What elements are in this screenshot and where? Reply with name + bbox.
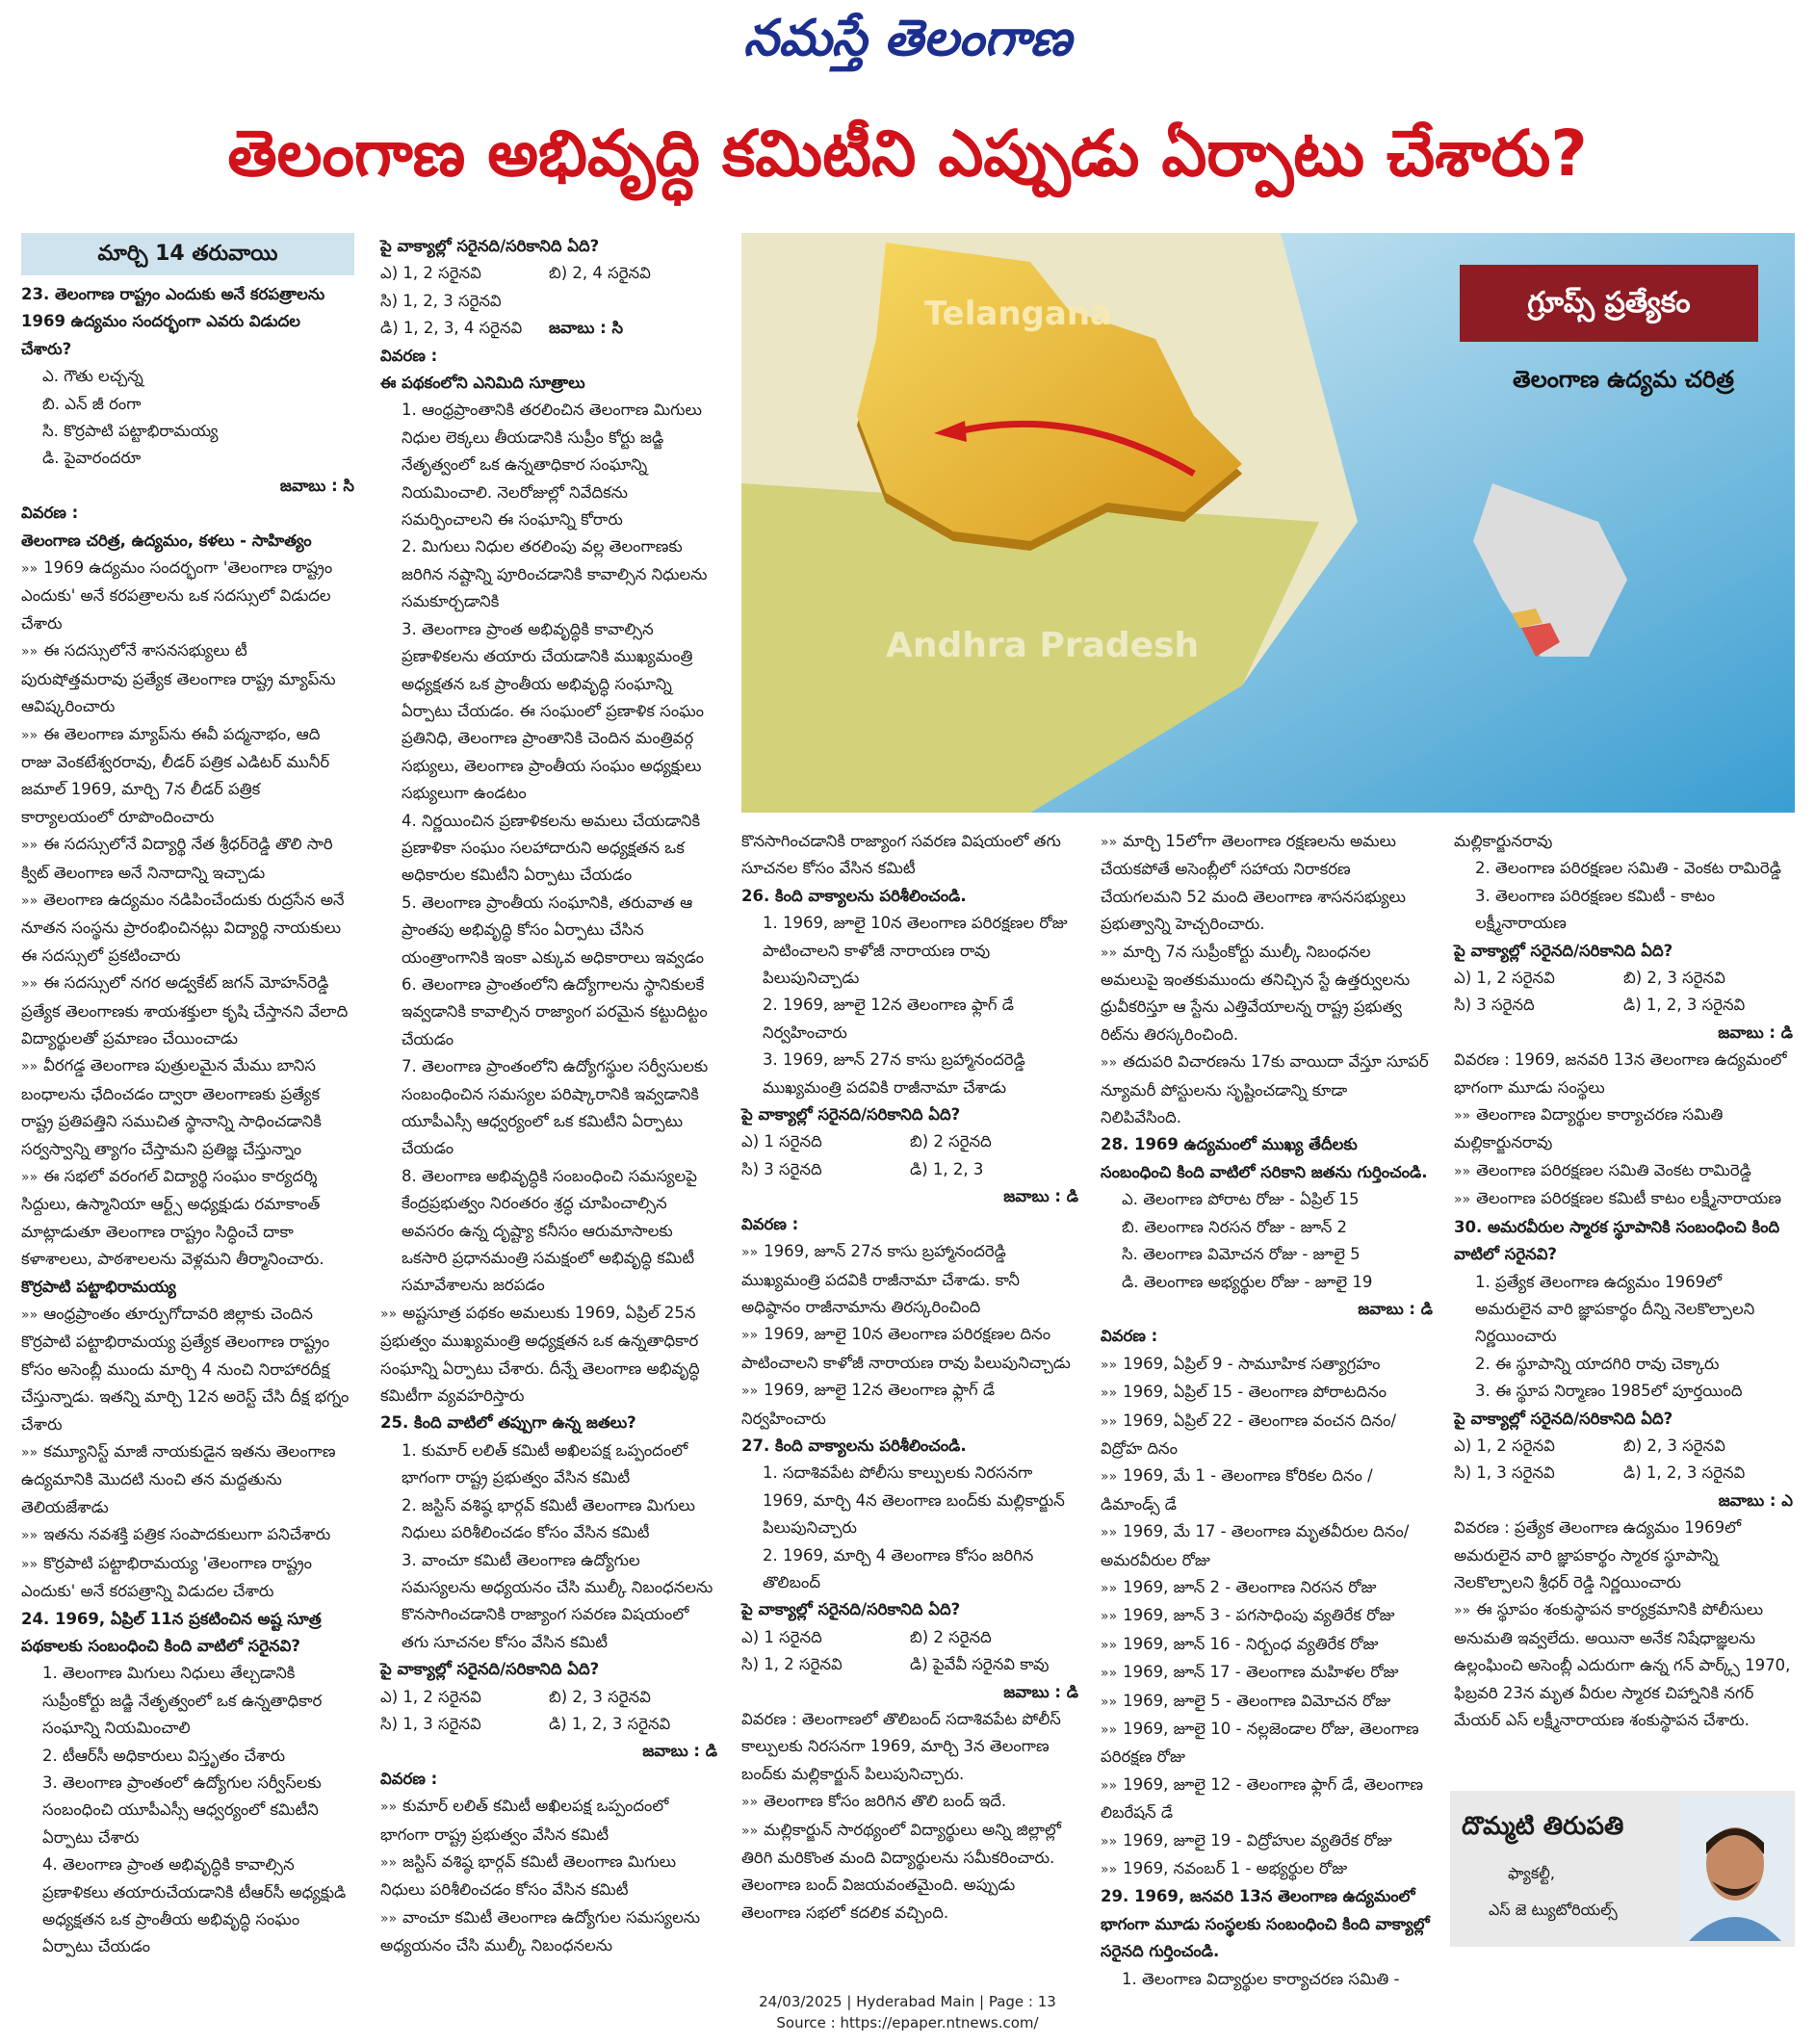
bullet-point: »» తెలంగాణ పరిరక్షణల కమిటీ కాటం లక్ష్మీనారాయణ <box>1454 1185 1793 1213</box>
bullet-point: »» ఆంధ్రప్రాంతం తూర్పుగోదావరి జిల్లాకు చెందిన కొర్రపాటి పట్టాభిరామయ్య ప్రత్యేక తెలంగాణ రాష్ట్రం కోసం అసెంబ్లీ ముందు మార్చి 4 నుంచి నిరాహారదీక్ష చేస్తున్నాడు. ఇతన్ని మార్చి 12న అరెస్ట్ చేసి దీక్ష భగ్నం చేశారు <box>21 1301 354 1438</box>
column-4 <box>1101 828 1433 1993</box>
bullet-point: »» జస్టిస్ వశిష్ఠ భార్గవ్ కమిటీ తెలంగాణ మిగులు నిధులు పరిశీలించడం కోసం వేసిన కమిటీ <box>380 1849 717 1904</box>
bullet-point: »» 1969, జూలై 12 - తెలంగాణ ఫ్లాగ్ డే, తెలంగాణ లిబరేషన్ డే <box>1101 1772 1433 1827</box>
subheading: కొర్రపాటి పట్టాభిరామయ్య <box>21 1277 176 1296</box>
option-text: డి) 1, 2, 3 సరైనవి <box>1623 996 1746 1015</box>
option-text: డి) 1, 2, 3 సరైనవి <box>549 1714 671 1733</box>
question: 30. అమరవీరుల స్మారక స్థూపానికి సంబంధించి కింది వాటిలో సరైనవి? <box>1454 1217 1780 1264</box>
option-text: బి) 2, 4 సరైనవి <box>549 264 651 283</box>
option-text: ఎ) 1, 2 సరైనవి <box>380 1687 481 1706</box>
author-box <box>1450 1791 1795 1947</box>
bullet-point: »» మార్చి 15లోగా తెలంగాణ రక్షణలను అమలు చేయకపోతే అసెంబ్లీలో సహాయ నిరాకరణ చేయగలమని 52 మంది తెలంగాణ శాసనసభ్యులు ప్రభుత్వాన్ని హెచ్చరించారు. <box>1101 828 1433 939</box>
bullet-point: »» 1969, ఏప్రిల్ 9 - సామూహిక సత్యాగ్రహం <box>1101 1351 1433 1379</box>
option-text: ఎ) 1, 2 సరైనవి <box>380 264 481 283</box>
bullet-point: »» ఈ తెలంగాణ మ్యాప్‌ను ఈవీ పద్మనాభం, ఆది రాజు వెంకటేశ్వరరావు, లీడర్ పత్రిక ఎడిటర్ మునీర్ జమాల్ 1969, మార్చి 7న లీడర్ పత్రిక కార్యాలయంలో రూపొందించారు <box>21 721 354 832</box>
author-org: ఎస్ జె ట్యుటోరియల్స్ <box>1489 1901 1618 1919</box>
question: 28. 1969 ఉద్యమంలో ముఖ్య తేదీలకు సంబంధించి కింది వాటిలో సరికాని జతను గుర్తించండి. <box>1101 1135 1428 1181</box>
bullet-point: »» 1969, జూలై 5 - తెలంగాణ విమోచన రోజు <box>1101 1688 1433 1716</box>
numbered-statement: 1. కుమార్ లలిత్ కమిటీ అఖిలపక్ష ఒప్పందంలో భాగంగా రాష్ట్ర ప్రభుత్వం వేసిన కమిటీ <box>402 1440 688 1488</box>
option-text: జవాబు : సి <box>549 319 624 338</box>
subheading: పై వాక్యాల్లో సరైనది/సరికానిది ఏది? <box>741 1600 961 1619</box>
subheading: పై వాక్యాల్లో సరైనది/సరికానిది ఏది? <box>741 1105 961 1125</box>
option-row <box>380 1684 717 1711</box>
choice-item: డి. పైవారందరూ <box>42 449 142 468</box>
choice-item: సి. కొర్రపాటి పట్టాభిరామయ్య <box>42 422 219 441</box>
bullet-point: »» 1969, జూలై 10 - నల్లజెండాల రోజు, తెలంగాణ పరిరక్షణ రోజు <box>1101 1716 1433 1772</box>
numbered-statement: 1. తెలంగాణ మిగులు నిధులు తేల్చడానికి సుప్రీంకోర్టు జడ్జి నేతృత్వంలో ఒక ఉన్నతాధికార సంఘాన్ని నియమించాలి <box>42 1664 323 1738</box>
option-text: ఎ) 1, 2 సరైనవి <box>1454 969 1555 988</box>
subheading: ఈ పథకంలోని ఎనిమిది సూత్రాలు <box>380 374 585 393</box>
footer-date-edition: 24/03/2025 | Hyderabad Main | Page : 13 <box>759 1993 1056 2010</box>
bullet-point: »» తెలంగాణ ఉద్యమం నడిపించేందుకు రుద్రసేన అనే నూతన సంస్థను ప్రారంభించినట్లు విద్యార్థి నాయకులు ఈ సదస్సులో ప్రకటించారు <box>21 887 354 970</box>
option-row <box>1454 965 1793 992</box>
option-row <box>380 288 717 315</box>
map-label-andhra: Andhra Pradesh <box>886 626 1200 665</box>
map-label-telangana: Telangana <box>924 295 1112 333</box>
bullet-point: »» 1969, జూలై 19 - విద్రోహుల వ్యతిరేక రోజు <box>1101 1827 1433 1855</box>
paragraph: వివరణ : తెలంగాణలో తొలిబంద్ సదాశివపేట పోలీస్ కాల్పులకు నిరసనగా 1969, మార్చి 3న తెలంగాణ బంద్‌కు మల్లికార్జున్ పిలుపునిచ్చారు. <box>741 1710 1061 1783</box>
column-3 <box>741 828 1078 1927</box>
section-header: మార్చి 14 తరువాయి <box>21 233 354 275</box>
badge-title: గ్రూప్స్ ప్రత్యేకం <box>1460 265 1758 342</box>
column-1 <box>21 233 354 1961</box>
answer: జవాబు : ఎ <box>1718 1490 1793 1510</box>
option-row <box>741 1651 1078 1678</box>
bullet-point: »» 1969, జూన్ 3 - పగసాధింపు వ్యతిరేక రోజు <box>1101 1602 1433 1630</box>
numbered-statement: 5. తెలంగాణ ప్రాంతీయ సంఘానికి, తరువాత ఆ ప్రాంతపు అభివృద్ధి కోసం ఏర్పాటు చేసిన యంత్రాంగానికి ఇంకా ఎక్కువ అధికారాలు ఇవ్వడం <box>402 893 705 967</box>
bullet-point: »» 1969 ఉద్యమం సందర్భంగా 'తెలంగాణ రాష్ట్రం ఎందుకు' అనే కరపత్రాలను ఒక సదస్సులో విడుదల చేశారు <box>21 555 354 637</box>
option-text: బి) 2 సరైనది <box>910 1132 992 1151</box>
bullet-point: »» తెలంగాణ పరిరక్షణల సమితి వెంకట రామిరెడ్డి <box>1454 1157 1793 1185</box>
numbered-statement: 3. తెలంగాణ ప్రాంత అభివృద్ధికి కావాల్సిన ప్రణాళికలను తయారు చేయడానికి ముఖ్యమంత్రి అధ్యక్షతన ఒక ప్రాంతీయ అభివృద్ధి సంఘాన్ని ఏర్పాటు చేయడం. ఈ సంఘంలో ప్రణాళిక సంఘం ప్రతినిధి, తెలంగాణ ప్రాంతానికి చెందిన మంత్రివర్గ సభ్యులు, తెలంగాణ ప్రాంతీయ సంఘం అధ్యక్షులు సభ్యులుగా ఉండటం <box>402 619 705 803</box>
bullet-point: »» 1969, మే 17 - తెలంగాణ మృతవీరుల దినం/ అమరవీరుల రోజు <box>1101 1518 1433 1574</box>
paragraph: కొనసాగించడానికి రాజ్యాంగ సవరణ విషయంలో తగు సూచనల కోసం వేసిన కమిటీ <box>741 832 1061 878</box>
option-text: ఎ) 1 సరైనది <box>741 1132 822 1151</box>
numbered-statement: 1. ప్రత్యేక తెలంగాణ ఉద్యమం 1969లో అమరులైన వారి జ్ఞాపకార్థం దీన్ని నెలకొల్పాలని నిర్ణయించారు <box>1475 1272 1755 1346</box>
answer: జవాబు : సి <box>279 476 354 495</box>
bullet-point: »» ఈ సదస్సులోనే విద్యార్థి నేత శ్రీధర్‌రెడ్డి తొలి సారి క్విట్ తెలంగాణ అనే నినాదాన్ని ఇచ్చాడు <box>21 831 354 887</box>
bullet-point: »» తదుపరి విచారణను 17కు వాయిదా వేస్తూ సూపర్ న్యూమరీ పోస్టులను సృష్టించడాన్ని కూడా నిలిపివేసింది. <box>1101 1048 1433 1131</box>
option-text: డి) 1, 2, 3, 4 సరైనవి <box>380 319 523 338</box>
option-text: బి) 2 సరైనది <box>910 1627 992 1646</box>
bullet-point: »» 1969, జూన్ 16 - నిర్బంధ వ్యతిరేక రోజు <box>1101 1631 1433 1659</box>
subheading: పై వాక్యాల్లో సరైనది/సరికానిది ఏది? <box>380 1660 600 1679</box>
option-text: సి) 1, 3 సరైనవి <box>1454 1463 1555 1483</box>
question: 23. తెలంగాణ రాష్ట్రం ఎందుకు అనే కరపత్రాలను 1969 ఉద్యమం సందర్భంగా ఎవరు విడుదల చేశారు? <box>21 285 325 358</box>
bullet-point: »» 1969, జూలై 12న తెలంగాణ ఫ్లాగ్ డే నిర్వహించారు <box>741 1377 1078 1433</box>
question: 27. కింది వాక్యాలను పరిశీలించండి. <box>741 1436 967 1455</box>
subheading: పై వాక్యాల్లో సరైనది/సరికానిది ఏది? <box>1454 1409 1673 1428</box>
option-text: డి) 1, 2, 3 సరైనవి <box>1623 1463 1746 1483</box>
question: 29. 1969, జనవరి 13న తెలంగాణ ఉద్యమంలో భాగంగా మూడు సంస్థలకు సంబంధించి కింది వాక్యాల్లో సరైనది గుర్తించండి. <box>1101 1887 1430 1961</box>
numbered-statement: 6. తెలంగాణ ప్రాంతంలోని ఉద్యోగాలను స్థానికులకే ఇవ్వడానికి కావాల్సిన రాజ్యాంగ పరమైన కట్టుదిట్టం చేయడం <box>402 974 708 1048</box>
author-avatar-icon <box>1679 1797 1791 1941</box>
option-row <box>380 260 717 287</box>
option-text: బి) 2, 3 సరైనవి <box>1623 969 1725 988</box>
numbered-statement: 2. ఈ స్థూపాన్ని యాదగిరి రావు చెక్కారు <box>1475 1354 1720 1373</box>
choice-item: బి. ఎన్ జీ రంగా <box>42 394 142 413</box>
numbered-statement: 3. 1969, జూన్ 27న కాసు బ్రహ్మానందరెడ్డి ముఖ్యమంత్రి పదవికి రాజీనామా చేశాడు <box>763 1050 1025 1097</box>
choice-item: బి. తెలంగాణ నిరసన రోజు - జూన్ 2 <box>1122 1217 1348 1236</box>
bullet-point: »» కమ్యూనిస్ట్ మాజీ నాయకుడైన ఇతను తెలంగాణ ఉద్యమానికి మొదటి నుంచి తన మద్దతును తెలియజేశాడు <box>21 1438 354 1521</box>
masthead: నమస్తే తెలంగాణ <box>743 9 1072 67</box>
option-text: సి) 1, 2 సరైనవి <box>741 1655 843 1674</box>
bullet-point: »» 1969, జూన్ 27న కాసు బ్రహ్మానందరెడ్డి ముఖ్యమంత్రి పదవికి రాజీనామా చేశాడు. కానీ అధిష్ఠానం రాజీనామాను తిరస్కరించింది <box>741 1238 1078 1321</box>
bullet-point: »» వాంచూ కమిటీ తెలంగాణ ఉద్యోగుల సమస్యలను అధ్యయనం చేసి ముల్కీ నిబంధనలను <box>380 1904 717 1960</box>
bullet-point: »» అష్టసూత్ర పథకం అమలుకు 1969, ఏప్రిల్ 25న ప్రభుత్వం ముఖ్యమంత్రి అధ్యక్షతన ఒక ఉన్నతాధికార సంఘాన్ని ఏర్పాటు చేశారు. దీన్నే తెలంగాణ అభివృద్ధి కమిటీగా వ్యవహరిస్తారు <box>380 1300 717 1410</box>
subheading: తెలంగాణ చరిత్ర, ఉద్యమం, కళలు - సాహిత్యం <box>21 530 312 550</box>
column-2 <box>380 233 717 1960</box>
subheading: వివరణ : <box>741 1214 799 1233</box>
option-text: బి) 2, 3 సరైనవి <box>1623 1436 1725 1455</box>
question: 24. 1969, ఏప్రిల్ 11న ప్రకటించిన అష్ట సూత్ర పథకాలకు సంబంధించి కింది వాటిలో సరైనవి? <box>21 1609 322 1655</box>
bullet-point: »» కుమార్ లలిత్ కమిటీ అఖిలపక్ష ఒప్పందంలో భాగంగా రాష్ట్ర ప్రభుత్వం వేసిన కమిటీ <box>380 1793 717 1849</box>
paragraph: మల్లికార్జునరావు <box>1454 832 1553 850</box>
subheading: వివరణ : <box>21 504 79 523</box>
answer: జవాబు : డి <box>1003 1187 1078 1206</box>
author-role: ఫ్యాకల్టీ, <box>1508 1864 1555 1882</box>
numbered-statement: 2. జస్టిస్ వశిష్ఠ భార్గవ్ కమిటీ తెలంగాణ మిగులు నిధులు పరిశీలించడం కోసం వేసిన కమిటీ <box>402 1495 695 1542</box>
option-row <box>380 1711 717 1738</box>
answer: జవాబు : డి <box>1718 1022 1793 1042</box>
option-text: డి) 1, 2, 3 <box>910 1159 984 1178</box>
numbered-statement: 4. నిర్ణయించిన ప్రణాళికలను అమలు చేయడానికి ప్రణాళికా సంఘం సలహాదారుని అధ్యక్షతన ఒక అధికారుల కమిటీని ఏర్పాటు చేయడం <box>402 811 701 885</box>
numbered-statement: 1. ఆంధ్రప్రాంతానికి తరలించిన తెలంగాణ మిగులు నిధుల లెక్కలు తీయడానికి సుప్రీం కోర్టు జడ్జి నేతృత్వంలో ఒక ఉన్నతాధికార సంఘాన్ని నియమించాలి. నెలరోజుల్లో నివేదికను సమర్పించాలని ఈ సంఘాన్ని కోరారు <box>402 401 702 530</box>
headline: తెలంగాణ అభివృద్ధి కమిటీని ఎప్పుడు ఏర్పాటు చేశారు? <box>227 116 1588 191</box>
answer: జవాబు : డి <box>1003 1682 1078 1701</box>
option-row <box>741 1128 1078 1155</box>
numbered-statement: 2. మిగులు నిధుల తరలింపు వల్ల తెలంగాణకు జరిగిన నష్టాన్ని పూరించడానికి కావాల్సిన నిధులను సమకూర్చడానికి <box>402 537 708 611</box>
subheading: వివరణ : <box>1101 1327 1158 1346</box>
option-text: సి) 3 సరైనది <box>741 1159 822 1178</box>
author-photo <box>1679 1797 1791 1941</box>
bullet-point: »» 1969, నవంబర్ 1 - అభ్యర్థుల రోజు <box>1101 1855 1433 1883</box>
question: 26. కింది వాక్యాలను పరిశీలించండి. <box>741 886 967 905</box>
numbered-statement: 7. తెలంగాణ ప్రాంతంలోని ఉద్యోగస్థుల సర్వీసులకు సంబంధించిన సమస్యల పరిష్కారానికి ఇవ్వడానికి యూపీఎస్సీ ఆధ్వర్యంలో ఒక కమిటీని ఏర్పాటు చేయడం <box>402 1057 709 1158</box>
author-name: దొమ్మటి తిరుపతి <box>1462 1812 1624 1841</box>
bullet-point: »» తెలంగాణ విద్యార్థుల కార్యాచరణ సమితి మల్లికార్జునరావు <box>1454 1101 1793 1157</box>
bullet-point: »» ఈ సదస్సులోనే శాసనసభ్యులు టీ పురుషోత్తమరావు ప్రత్యేక తెలంగాణ రాష్ట్ర మ్యాప్‌ను ఆవిష్కరించారు <box>21 637 354 720</box>
numbered-statement: 1. తెలంగాణ విద్యార్థుల కార్యాచరణ సమితి - <box>1122 1969 1400 1988</box>
paragraph: వివరణ : ప్రత్యేక తెలంగాణ ఉద్యమం 1969లో అమరులైన వారి జ్ఞాపకార్థం స్మారక స్థూపాన్ని నెలకొల్పాలని శ్రీధర్ రెడ్డి నిర్ణయించారు <box>1454 1518 1742 1591</box>
numbered-statement: 4. తెలంగాణ ప్రాంత అభివృద్ధికి కావాల్సిన ప్రణాళికలు తయారుచేయడానికి టీఆర్‌సీ అధ్యక్షుడి అధ్యక్షతన ఒక ప్రాంతీయ అభివృద్ధి సంఘం ఏర్పాటు చేయడం <box>42 1855 347 1956</box>
bullet-point: »» 1969, జూన్ 2 - తెలంగాణ నిరసన రోజు <box>1101 1574 1433 1602</box>
question: 25. కింది వాటిలో తప్పుగా ఉన్న జతలు? <box>380 1413 636 1433</box>
numbered-statement: 1. సదాశివపేట పోలీసు కాల్పులకు నిరసనగా 1969, మార్చి 4న తెలంగాణ బంద్‌కు మల్లికార్జున్ పిలుపునిచ్చారు <box>763 1463 1065 1538</box>
numbered-statement: 1. 1969, జూలై 10న తెలంగాణ పరిరక్షణల రోజు పాటించాలని కాళోజీ నారాయణ రావు పిలుపునిచ్చాడు <box>763 914 1068 988</box>
numbered-statement: 2. టీఆర్‌సీ అధికారులు విస్తృతం చేశారు <box>42 1746 286 1765</box>
bullet-point: »» తెలంగాణ కోసం జరిగిన తొలి బంద్ ఇదే. <box>741 1788 1078 1816</box>
subheading: పై వాక్యాల్లో సరైనది/సరికానిది ఏది? <box>1454 941 1673 960</box>
bullet-point: »» 1969, మే 1 - తెలంగాణ కోరికల దినం / డిమాండ్స్ డే <box>1101 1462 1433 1518</box>
paragraph: వివరణ : 1969, జనవరి 13న తెలంగాణ ఉద్యమంలో భాగంగా మూడు సంస్థలు <box>1454 1050 1787 1097</box>
bullet-point: »» ఈ స్థూపం శంకుస్థాపన కార్యక్రమానికి పోలీసులు అనుమతి ఇవ్వలేదు. అయినా అనేక నిషేధాజ్ఞలను ఉల్లంఘించి అసెంబ్లీ ఎదురుగా ఉన్న గన్ పార్క్స్ 1970, ఫిబ్రవరి 23న మృత వీరుల స్మారక చిహ్నానికి నగర్ మేయర్ ఎస్ లక్ష్మీనారాయణ శంకుస్థాపన చేశారు. <box>1454 1596 1793 1734</box>
option-row <box>1454 1460 1793 1487</box>
bullet-point: »» 1969, ఏప్రిల్ 15 - తెలంగాణ పోరాటదినం <box>1101 1379 1433 1407</box>
bullet-point: »» 1969, ఏప్రిల్ 22 - తెలంగాణ వంచన దినం/ విద్రోహ దినం <box>1101 1408 1433 1463</box>
bullet-point: »» కొర్రపాటి పట్టాభిరామయ్య 'తెలంగాణ రాష్ట్రం ఎందుకు' అనే కరపత్రాన్ని విడుదల చేశారు <box>21 1550 354 1606</box>
bullet-point: »» ఈ సదస్సులో నగర అడ్వకేట్ జగన్ మోహన్‌రెడ్డి ప్రత్యేక తెలంగాణకు శాయశక్తులా కృషి చేస్తానని వేలాది విద్యార్థులతో ప్రమాణం చేయించాడు <box>21 970 354 1052</box>
option-text: సి) 3 సరైనది <box>1454 996 1535 1015</box>
answer: జవాబు : డి <box>1358 1299 1433 1318</box>
choice-item: డి. తెలంగాణ అభ్యర్థుల రోజు - జూలై 19 <box>1122 1272 1373 1291</box>
numbered-statement: 3. ఈ స్థూప నిర్మాణం 1985లో పూర్తయింది <box>1475 1382 1743 1401</box>
subheading: వివరణ : <box>380 1769 438 1788</box>
choice-item: ఎ. తెలంగాణ పోరాట రోజు - ఏప్రిల్ 15 <box>1122 1190 1360 1209</box>
numbered-statement: 2. తెలంగాణ పరిరక్షణల సమితి - వెంకట రామిరెడ్డి <box>1475 859 1781 878</box>
bullet-point: »» ఇతను నవశక్తి పత్రిక సంపాదకులుగా పనిచేశారు <box>21 1521 354 1549</box>
choice-item: సి. తెలంగాణ విమోచన రోజు - జూలై 5 <box>1122 1245 1361 1264</box>
option-text: ఎ) 1 సరైనది <box>741 1627 822 1646</box>
numbered-statement: 3. వాంచూ కమిటీ తెలంగాణ ఉద్యోగుల సమస్యలను అధ్యయనం చేసి ముల్కీ నిబంధనలను కొనసాగించడానికి రాజ్యాంగ సవరణ విషయంలో తగు సూచనల కోసం వేసిన కమిటీ <box>402 1550 713 1651</box>
numbered-statement: 3. తెలంగాణ ప్రాంతంలో ఉద్యోగుల సర్వీస్‌లకు సంబంధించి యూపీఎస్సీ ఆధ్వర్యంలో కమిటీని ఏర్పాటు చేశారు <box>42 1772 322 1847</box>
badge-subtitle: తెలంగాణ ఉద్యమ చరిత్ర <box>1513 366 1734 393</box>
numbered-statement: 2. 1969, జూలై 12న తెలంగాణ ఫ్లాగ్ డే నిర్వహించారు <box>763 996 1014 1042</box>
bullet-point: »» వీరగడ్డ తెలంగాణ పుత్రులమైన మేము బానిస బంధాలను ఛేదించడం ద్వారా తెలంగాణకు ప్రత్యేక రాష్ట్ర ప్రతిపత్తిని సముచిత స్థానాన్ని సాధించడానికి సర్వస్వాన్ని త్యాగం చేస్తామని ప్రతిజ్ఞ చేస్తున్నాం <box>21 1052 354 1163</box>
answer: జవాబు : డి <box>642 1742 717 1761</box>
option-text: బి) 2, 3 సరైనవి <box>549 1687 651 1706</box>
option-text: ఎ) 1, 2 సరైనవి <box>1454 1436 1555 1455</box>
footer-source: Source : https://epaper.ntnews.com/ <box>776 2014 1039 2031</box>
option-text: సి) 1, 3 సరైనవి <box>380 1714 481 1733</box>
numbered-statement: 3. తెలంగాణ పరిరక్షణల కమిటీ - కాటం లక్ష్మీనారాయణ <box>1475 886 1716 933</box>
option-text: సి) 1, 2, 3 సరైనవి <box>380 291 502 310</box>
option-text: డి) పైవేవీ సరైనవి కావు <box>910 1655 1050 1674</box>
bullet-point: »» మల్లికార్జున్ సారథ్యంలో విద్యార్థులు అన్ని జిల్లాల్లో తిరిగి మరికొంత మంది విద్యార్థులను సమీకరించారు. తెలంగాణ బంద్ విజయవంతమైంది. అప్పుడు తెలంగాణ సభలో కదలిక వచ్చింది. <box>741 1817 1078 1928</box>
option-text <box>549 288 717 315</box>
option-row <box>741 1156 1078 1183</box>
bullet-point: »» 1969, జూన్ 17 - తెలంగాణ మహిళల రోజు <box>1101 1659 1433 1687</box>
bullet-point: »» ఈ సభలో వరంగల్ విద్యార్థి సంఘం కార్యదర్శి సిద్దులు, ఉస్మానియా ఆర్ట్స్ అధ్యక్షుడు రమాకాంత్ మాట్లాడుతూ తెలంగాణ రాష్ట్రం సిద్ధించే దాకా కళాశాలలు, పాఠశాలలను వెళ్లమని తీర్మానించారు. <box>21 1163 354 1274</box>
column-5 <box>1454 828 1793 1734</box>
numbered-statement: 2. 1969, మార్చి 4 తెలంగాణ కోసం జరిగిన తొలిబంద్ <box>763 1545 1034 1591</box>
numbered-statement: 8. తెలంగాణ అభివృద్ధికి సంబంధించి సమస్యలపై కేంద్రప్రభుత్వం నిరంతరం శ్రద్ధ చూపించాల్సిన అవసరం ఉన్న దృష్ట్యా కనీసం ఆరుమాసాలకు ఒకసారి ప్రధానమంత్రి సమక్షంలో అభివృద్ధి కమిటీ సమావేశాలను జరపడం <box>402 1166 697 1295</box>
choice-item: ఎ. గౌతు లచ్చన్న <box>42 367 143 386</box>
option-row <box>380 315 717 342</box>
option-row <box>741 1624 1078 1651</box>
subheading: పై వాక్యాల్లో సరైనది/సరికానిది ఏది? <box>380 237 600 255</box>
subheading: వివరణ : <box>380 346 438 365</box>
bullet-point: »» మార్చి 7న సుప్రీంకోర్టు ముల్కీ నిబంధనల అమలుపై ఇంతకుముందు తనిచ్చిన స్టే ఉత్తర్వులను ధ్రువీకరిస్తూ ఆ స్టేను ఎత్తివేయాలన్న రాష్ట్ర ప్రభుత్వ రిట్‌ను తిరస్కరించింది. <box>1101 939 1433 1049</box>
option-row <box>1454 992 1793 1019</box>
bullet-point: »» 1969, జూలై 10న తెలంగాణ పరిరక్షణల దినం పాటించాలని కాళోజీ నారాయణ రావు పిలుపునిచ్చాడు <box>741 1321 1078 1377</box>
footer <box>0 1991 1815 2033</box>
option-row <box>1454 1433 1793 1460</box>
